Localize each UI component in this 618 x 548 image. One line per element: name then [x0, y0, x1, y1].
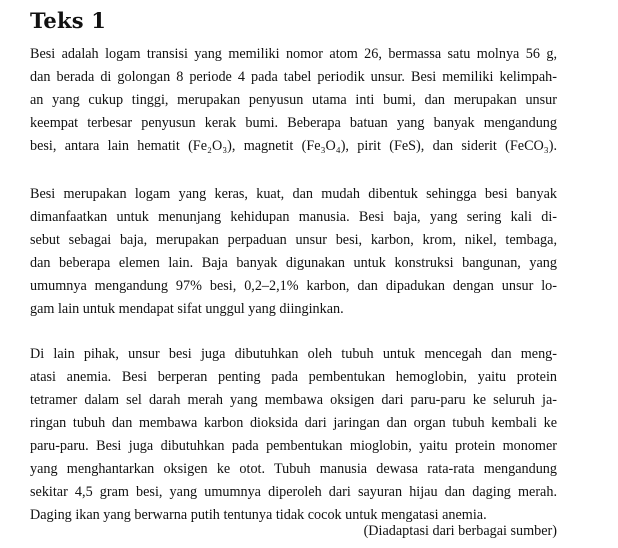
paragraph-3-line-6: yang menghantarkan oksigen ke otot. Tubuh manusia dewasa rata-rata mengandung: [30, 461, 557, 477]
paragraph-1-line-4: keempat terbesar penyusun kerak bumi. Beberapa batuan yang banyak mengandung: [30, 115, 557, 131]
paragraph-3-line-7: sekitar 4,5 gram besi, yang umumnya diperoleh dari sayuran hijau dan daging merah.: [30, 484, 557, 500]
paragraph-1-line-2: dan berada di golongan 8 periode 4 pada tabel periodik unsur. Besi memiliki kelimpah-: [30, 69, 557, 85]
paragraph-3-line-3: tetramer dalam sel darah merah yang membawa oksigen dari paru-paru ke seluruh ja-: [30, 392, 557, 408]
paragraph-3-line-1: Di lain pihak, unsur besi juga dibutuhkan oleh tubuh untuk mencegah dan meng-: [30, 346, 557, 362]
paragraph-2-line-3: sebut sebagai baja, merupakan perpaduan unsur besi, karbon, krom, nikel, tembaga,: [30, 232, 557, 248]
source-attribution: (Diadaptasi dari berbagai sumber): [363, 523, 557, 539]
paragraph-3-line-5: paru-paru. Besi juga dibutuhkan pada pembentukan mioglobin, yaitu protein monomer: [30, 438, 557, 454]
paragraph-1-line-5: besi, antara lain hematit (Fe₂O₃), magnetit (Fe₃O₄), pirit (FeS), dan siderit (FeCO₃).: [30, 138, 557, 154]
paragraph-2-line-4: dan beberapa elemen lain. Baja banyak digunakan untuk konstruksi bangunan, yang: [30, 255, 557, 271]
paragraph-3-line-8: Daging ikan yang berwarna putih tentunya tidak cocok untuk mengatasi anemia.: [30, 507, 487, 523]
paragraph-2-line-5: umumnya mengandung 97% besi, 0,2–2,1% karbon, dan dipadukan dengan unsur lo-: [30, 278, 557, 294]
paragraph-3-line-4: ringan tubuh dan membawa karbon dioksida dari jaringan dan organ tubuh kembali ke: [30, 415, 557, 431]
paragraph-1-line-1: Besi adalah logam transisi yang memiliki nomor atom 26, bermassa satu molnya 56 g,: [30, 46, 557, 62]
paragraph-3-line-2: atasi anemia. Besi berperan penting pada pembentukan hemoglobin, yaitu protein: [30, 369, 557, 385]
paragraph-1-line-3: an yang cukup tinggi, merupakan penyusun utama inti bumi, dan merupakan unsur: [30, 92, 557, 108]
paragraph-2-line-1: Besi merupakan logam yang keras, kuat, dan mudah dibentuk sehingga besi banyak: [30, 186, 557, 202]
paragraph-2-line-2: dimanfaatkan untuk menunjang kehidupan manusia. Besi baja, yang sering kali di-: [30, 209, 557, 225]
paragraph-2-line-6: gam lain untuk mendapat sifat unggul yang diinginkan.: [30, 301, 344, 317]
section-title: Teks 1: [30, 8, 107, 33]
